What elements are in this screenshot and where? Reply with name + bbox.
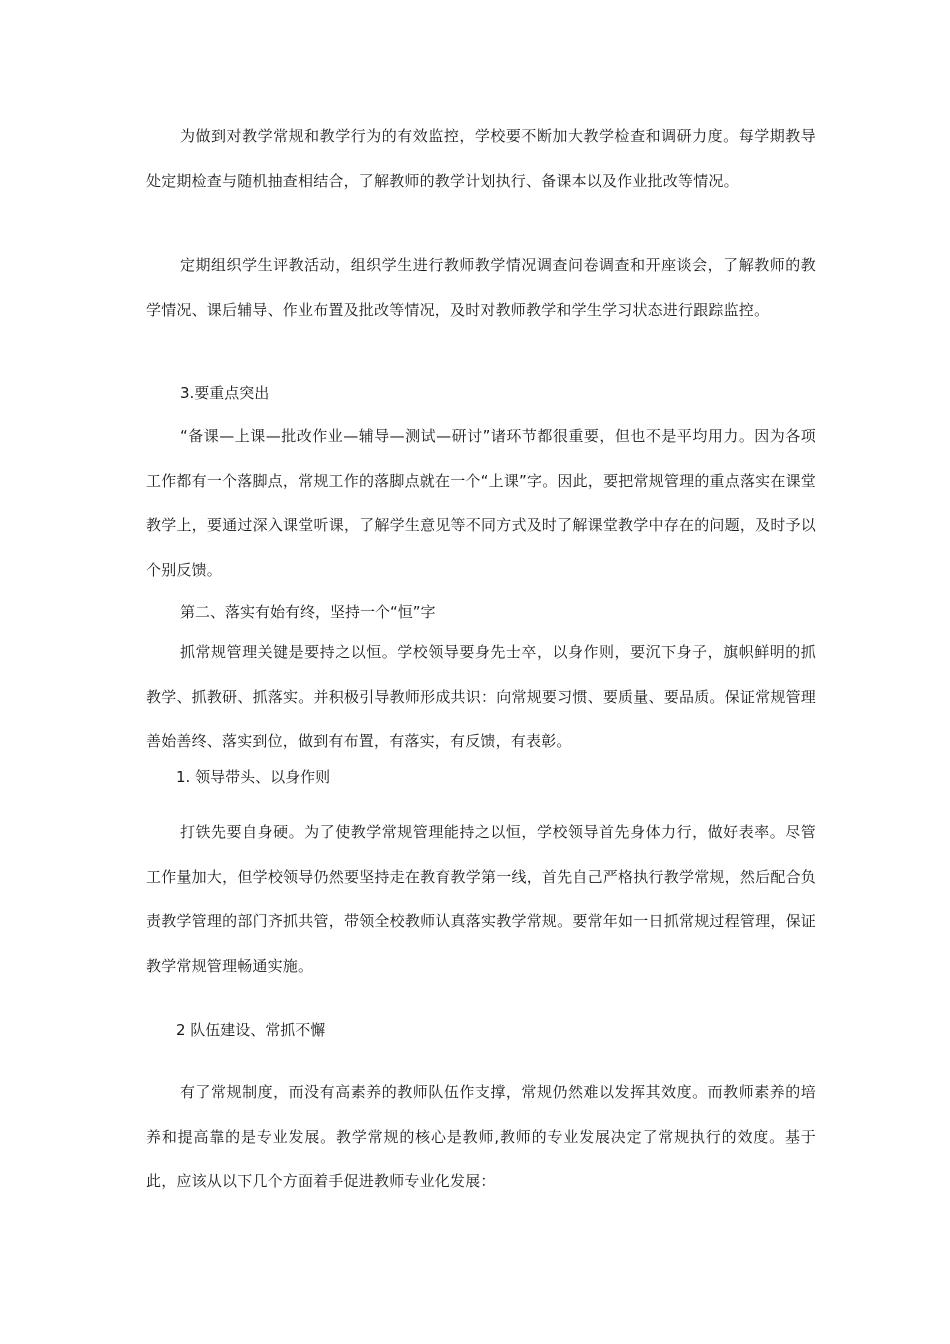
heading-persistence: 第二、落实有始有终，坚持一个“恒”字 (180, 603, 436, 621)
paragraph-student-evaluation: 定期组织学生评教活动，组织学生进行教师教学情况调查问卷调查和开座谈会，了解教师的教学情况、课后辅导、作业布置及批改等情况，及时对教师教学和学生学习状态进行跟踪监控。 (146, 256, 816, 319)
heading-team-building: 2 队伍建设、常抓不懈 (176, 1021, 326, 1039)
heading-key-focus: 3.要重点突出 (180, 384, 270, 402)
heading-leadership-example: 1. 领导带头、以身作则 (176, 768, 331, 786)
paragraph-team-building: 有了常规制度，而没有高素养的教师队伍作支撑，常规仍然难以发挥其效度。而教师素养的培养和提高靠的是专业发展。教学常规的核心是教师,教师的专业发展决定了常规执行的效度。基于此，应该从以下几个方面着手促进教师专业化发展： (146, 1083, 816, 1190)
paragraph-lesson-focus: “备课—上课—批改作业—辅导—测试—研讨”诸环节都很重要，但也不是平均用力。因为各项工作都有一个落脚点，常规工作的落脚点就在一个“上课”字。因此，要把常规管理的重点落实在课堂教学上，要通过深入课堂听课，了解学生意见等不同方式及时了解课堂教学中存在的问题，及时予以个别反馈。 (146, 427, 816, 579)
paragraph-persistence: 抓常规管理关键是要持之以恒。学校领导要身先士卒，以身作则，要沉下身子，旗帜鲜明的抓教学、抓教研、抓落实。并积极引导教师形成共识：向常规要习惯、要质量、要品质。保证常规管理善始善终、落实到位，做到有布置，有落实，有反馈，有表彰。 (146, 643, 816, 750)
paragraph-inspection-supervision: 为做到对教学常规和教学行为的有效监控，学校要不断加大教学检查和调研力度。每学期教导处定期检查与随机抽查相结合，了解教师的教学计划执行、备课本以及作业批改等情况。 (146, 127, 816, 190)
paragraph-leadership: 打铁先要自身硬。为了使教学常规管理能持之以恒，学校领导首先身体力行，做好表率。尽管工作量加大，但学校领导仍然要坚持走在教育教学第一线，首先自己严格执行教学常规，然后配合负责教学管理的部门齐抓共管，带领全校教师认真落实教学常规。要常年如一日抓常规过程管理，保证教学常规管理畅通实施。 (146, 823, 816, 975)
